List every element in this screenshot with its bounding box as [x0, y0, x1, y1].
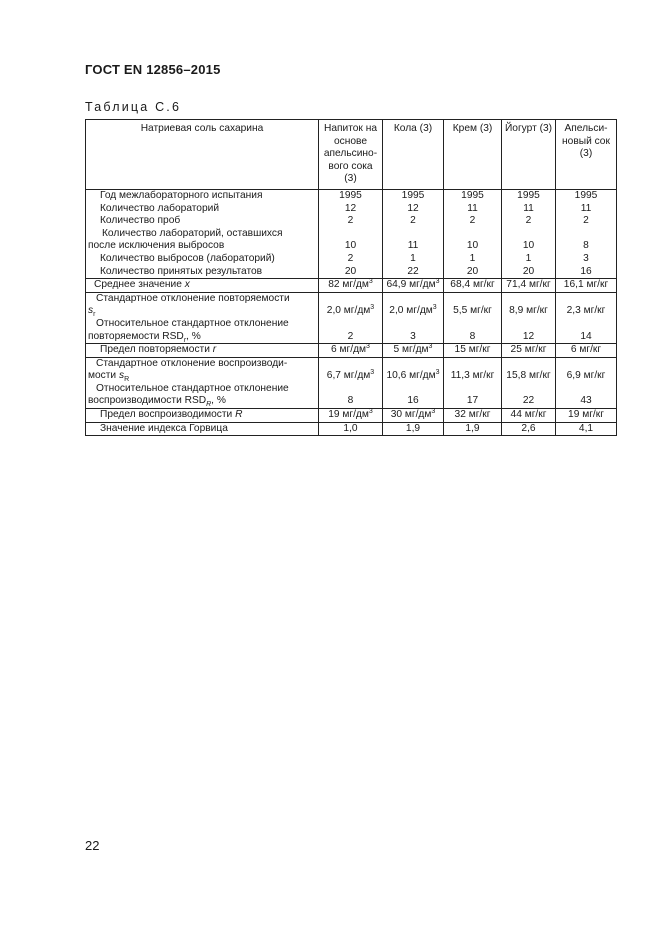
unit-exponent: 3 [431, 408, 436, 416]
cell: 16 [383, 383, 444, 409]
cell [319, 292, 383, 318]
cell-value: 82 мг/дм [328, 279, 369, 291]
row-label-line: после исключения выбросов [88, 240, 225, 252]
cell: 8 [319, 383, 383, 409]
cell [383, 409, 444, 423]
symbol: r [212, 344, 217, 356]
cell [319, 344, 383, 358]
cell: 20 [319, 266, 383, 279]
cell: 2 [556, 215, 617, 228]
row-label: Количество лабораторий [86, 203, 319, 216]
cell: 4,1 [556, 422, 617, 436]
cell: 8,9 мг/кг [502, 292, 556, 318]
cell-value: 6,7 мг/дм [326, 370, 371, 382]
table-caption: Таблица С.6 [85, 100, 182, 114]
unit-exponent: 3 [368, 408, 373, 416]
cell: 1995 [319, 189, 383, 202]
cell: 2 [383, 215, 444, 228]
row-label-line [88, 331, 316, 344]
cell: 71,4 мг/кг [502, 279, 556, 293]
symbol-subscript: r [183, 336, 187, 344]
cell [383, 357, 444, 383]
cell: 10 [444, 228, 502, 253]
unit-exponent: 3 [432, 304, 437, 312]
cell: 1 [502, 253, 556, 266]
table-row [86, 292, 617, 318]
cell: 15 мг/кг [444, 344, 502, 358]
column-header-cola: Кола (3) [383, 120, 444, 190]
cell [319, 409, 383, 423]
cell: 1 [383, 253, 444, 266]
cell: 16 [556, 266, 617, 279]
row-label-text: Среднее значение [94, 279, 182, 291]
row-label-text: Предел повторяемости [100, 344, 210, 356]
row-label-text: мости [88, 370, 117, 382]
cell [319, 279, 383, 293]
symbol-subscript: r [93, 311, 96, 319]
symbol-subscript: R [124, 376, 130, 384]
page-number: 22 [85, 838, 100, 853]
row-label-suffix: , % [211, 395, 226, 407]
table-row [86, 279, 617, 293]
table-row [86, 383, 617, 409]
row-label [86, 292, 319, 318]
table-row [86, 409, 617, 423]
cell [319, 357, 383, 383]
column-header-analyte: Натриевая соль сахарина [86, 120, 319, 190]
cell: 2,3 мг/кг [556, 292, 617, 318]
cell: 1,9 [444, 422, 502, 436]
cell: 11 [444, 203, 502, 216]
unit-exponent: 3 [370, 304, 375, 312]
cell: 2 [319, 318, 383, 344]
results-table [85, 119, 617, 436]
cell: 43 [556, 383, 617, 409]
cell-value: 6 мг/дм [331, 344, 367, 356]
cell: 1,0 [319, 422, 383, 436]
table-row [86, 344, 617, 358]
document-header: ГОСТ EN 12856–2015 [85, 62, 221, 77]
row-label-line [88, 395, 316, 408]
cell: 16,1 мг/кг [556, 279, 617, 293]
cell: 12 [502, 318, 556, 344]
cell: 1995 [502, 189, 556, 202]
cell: 19 мг/кг [556, 409, 617, 423]
table-row [86, 318, 617, 344]
cell: 12 [319, 203, 383, 216]
table-header-row [86, 120, 617, 190]
table-row [86, 215, 617, 228]
row-label [86, 228, 319, 253]
cell: 8 [556, 228, 617, 253]
cell: 8 [444, 318, 502, 344]
cell: 5,5 мг/кг [444, 292, 502, 318]
unit-exponent: 3 [428, 343, 433, 351]
row-label-text: Предел воспроизводимости [100, 409, 233, 421]
row-label [86, 279, 319, 293]
cell: 32 мг/кг [444, 409, 502, 423]
table-row [86, 189, 617, 202]
cell: 10 [502, 228, 556, 253]
cell: 22 [383, 266, 444, 279]
cell: 2 [319, 253, 383, 266]
column-header-cream: Крем (3) [444, 120, 502, 190]
cell [383, 344, 444, 358]
mean-symbol: $\overline{x}$ [184, 279, 190, 291]
cell-value: 10,6 мг/дм [386, 370, 436, 382]
cell: 6,9 мг/кг [556, 357, 617, 383]
cell: 17 [444, 383, 502, 409]
row-label: Количество выбросов (лабораторий) [86, 253, 319, 266]
row-label [86, 318, 319, 344]
symbol: R [235, 409, 243, 421]
row-label-line: Относительное стандартное отклонение [96, 317, 289, 329]
column-header-yogurt: Йогурт (3) [502, 120, 556, 190]
cell-value: 2,0 мг/дм [326, 305, 371, 317]
row-label-line [88, 370, 316, 383]
cell-value: 19 мг/дм [328, 409, 369, 421]
row-label [86, 357, 319, 383]
cell: 14 [556, 318, 617, 344]
cell: 1995 [383, 189, 444, 202]
cell: 68,4 мг/кг [444, 279, 502, 293]
cell-value: 30 мг/дм [390, 409, 432, 421]
row-label: Количество принятых результатов [86, 266, 319, 279]
row-label-line: Стандартное отклонение воспроизводи- [96, 357, 288, 369]
cell: 11 [556, 203, 617, 216]
cell: 20 [502, 266, 556, 279]
cell: 44 мг/кг [502, 409, 556, 423]
row-label-text: воспроизводимости RSD [88, 395, 207, 407]
cell: 1995 [556, 189, 617, 202]
cell-value: 2,0 мг/дм [389, 305, 433, 317]
unit-exponent: 3 [435, 369, 440, 377]
cell: 20 [444, 266, 502, 279]
cell: 3 [556, 253, 617, 266]
cell: 3 [383, 318, 444, 344]
cell: 15,8 мг/кг [502, 357, 556, 383]
row-label-suffix: , % [186, 330, 201, 342]
unit-exponent: 3 [366, 343, 370, 351]
unit-exponent: 3 [368, 278, 373, 286]
row-label-text: повторяемости RSD [88, 330, 184, 342]
row-label: Год межлабораторного испытания [86, 189, 319, 202]
cell: 10 [319, 228, 383, 253]
cell: 1,9 [383, 422, 444, 436]
cell: 25 мг/кг [502, 344, 556, 358]
unit-exponent: 3 [370, 369, 375, 377]
cell [383, 279, 444, 293]
column-header-orange-juice: Апельси-новый сок (3) [556, 120, 617, 190]
row-label-line: Стандартное отклонение повторяемости [96, 292, 290, 304]
cell: 22 [502, 383, 556, 409]
cell: 11,3 мг/кг [444, 357, 502, 383]
cell: 1995 [444, 189, 502, 202]
row-label [86, 409, 319, 423]
table-row [86, 253, 617, 266]
symbol-subscript: R [206, 401, 212, 409]
cell: 11 [383, 228, 444, 253]
cell: 2 [444, 215, 502, 228]
row-label [86, 344, 319, 358]
table-row [86, 422, 617, 436]
cell: 2 [502, 215, 556, 228]
cell-value: 64,9 мг/дм [386, 279, 436, 291]
row-label-line: Количество лабораторий, оставшихся [102, 227, 283, 239]
cell-value: 5 мг/дм [393, 344, 429, 356]
cell: 11 [502, 203, 556, 216]
symbol: s [118, 370, 125, 382]
row-label [86, 383, 319, 409]
table-row [86, 228, 617, 253]
table-row [86, 357, 617, 383]
column-header-orange-drink: Напиток на основе апельсино-вого сока (3) [319, 120, 383, 190]
cell: 1 [444, 253, 502, 266]
cell: 12 [383, 203, 444, 216]
row-label: Количество проб [86, 215, 319, 228]
cell: 2 [319, 215, 383, 228]
symbol: s [88, 305, 94, 317]
row-label-line: Относительное стандартное отклонение [96, 382, 289, 394]
row-label-line [88, 305, 316, 318]
cell: 2,6 [502, 422, 556, 436]
row-label: Значение индекса Горвица [86, 422, 319, 436]
table-row [86, 203, 617, 216]
cell: 6 мг/кг [556, 344, 617, 358]
table-row [86, 266, 617, 279]
cell [383, 292, 444, 318]
unit-exponent: 3 [435, 278, 440, 286]
